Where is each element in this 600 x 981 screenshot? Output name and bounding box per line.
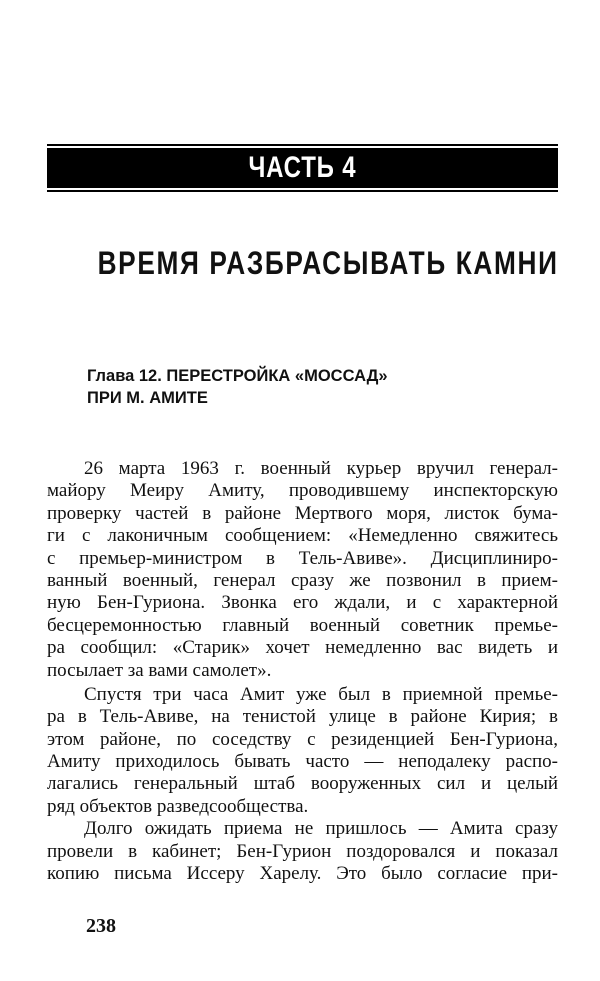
text-line: лагались генеральный штаб вооруженных сил и целый bbox=[47, 773, 558, 795]
text-line: проверку частей в районе Мертвого моря, листок бума- bbox=[47, 502, 558, 524]
chapter-heading-line-1: Глава 12. ПЕРЕСТРОЙКА «МОССАД» bbox=[87, 367, 388, 385]
text-line: ную Бен-Гуриона. Звонка его ждали, и с характерной bbox=[47, 592, 558, 614]
text-line: ванный военный, генерал сразу же позвонил в прием- bbox=[47, 569, 558, 591]
text-line: Спустя три часа Амит уже был в приемной премье- bbox=[84, 683, 558, 705]
part-banner bbox=[47, 148, 558, 188]
text-line: ра сообщил: «Старик» хочет немедленно вас видеть и bbox=[47, 637, 558, 659]
part-title-text: ВРЕМЯ РАЗБРАСЫВАТЬ КАМНИ bbox=[97, 245, 559, 281]
text-line: с премьер-министром в Тель-Авиве». Дисциплиниро- bbox=[47, 547, 558, 569]
paragraph bbox=[47, 684, 558, 818]
text-line: Долго ожидать приема не пришлось — Амита сразу bbox=[84, 818, 558, 840]
bottom-rule bbox=[47, 190, 558, 192]
text-line: посылает за вами самолет». bbox=[47, 659, 272, 681]
text-line: Амиту приходилось бывать часто — неподалеку распо- bbox=[47, 751, 558, 773]
page-number: 238 bbox=[86, 915, 116, 937]
text-line: провели в кабинет; Бен-Гурион поздоровался и показал bbox=[47, 840, 558, 862]
text-line: ги с лаконичным сообщением: «Немедленно свяжитесь bbox=[47, 525, 558, 547]
text-line: ряд объектов разведсообщества. bbox=[47, 795, 309, 817]
text-line: копию письма Иссеру Харелу. Это было согласие при- bbox=[47, 863, 558, 885]
body-text bbox=[47, 458, 558, 885]
paragraph bbox=[47, 458, 558, 682]
chapter-heading-line-2: ПРИ М. АМИТЕ bbox=[87, 389, 208, 407]
text-line: ра в Тель-Авиве, на тенистой улице в районе Кирия; в bbox=[47, 706, 558, 728]
text-line: этом районе, по соседству с резиденцией Бен-Гуриона, bbox=[47, 728, 558, 750]
part-title bbox=[47, 245, 558, 282]
text-line: майору Меиру Амиту, проводившему инспекторскую bbox=[47, 480, 558, 502]
text-line: бесцеремонностью главный военный советник премье- bbox=[47, 614, 558, 636]
text-line: 26 марта 1963 г. военный курьер вручил генерал- bbox=[84, 458, 558, 479]
top-rule bbox=[47, 144, 558, 146]
paragraph bbox=[47, 818, 558, 885]
part-label: ЧАСТЬ 4 bbox=[248, 151, 357, 184]
